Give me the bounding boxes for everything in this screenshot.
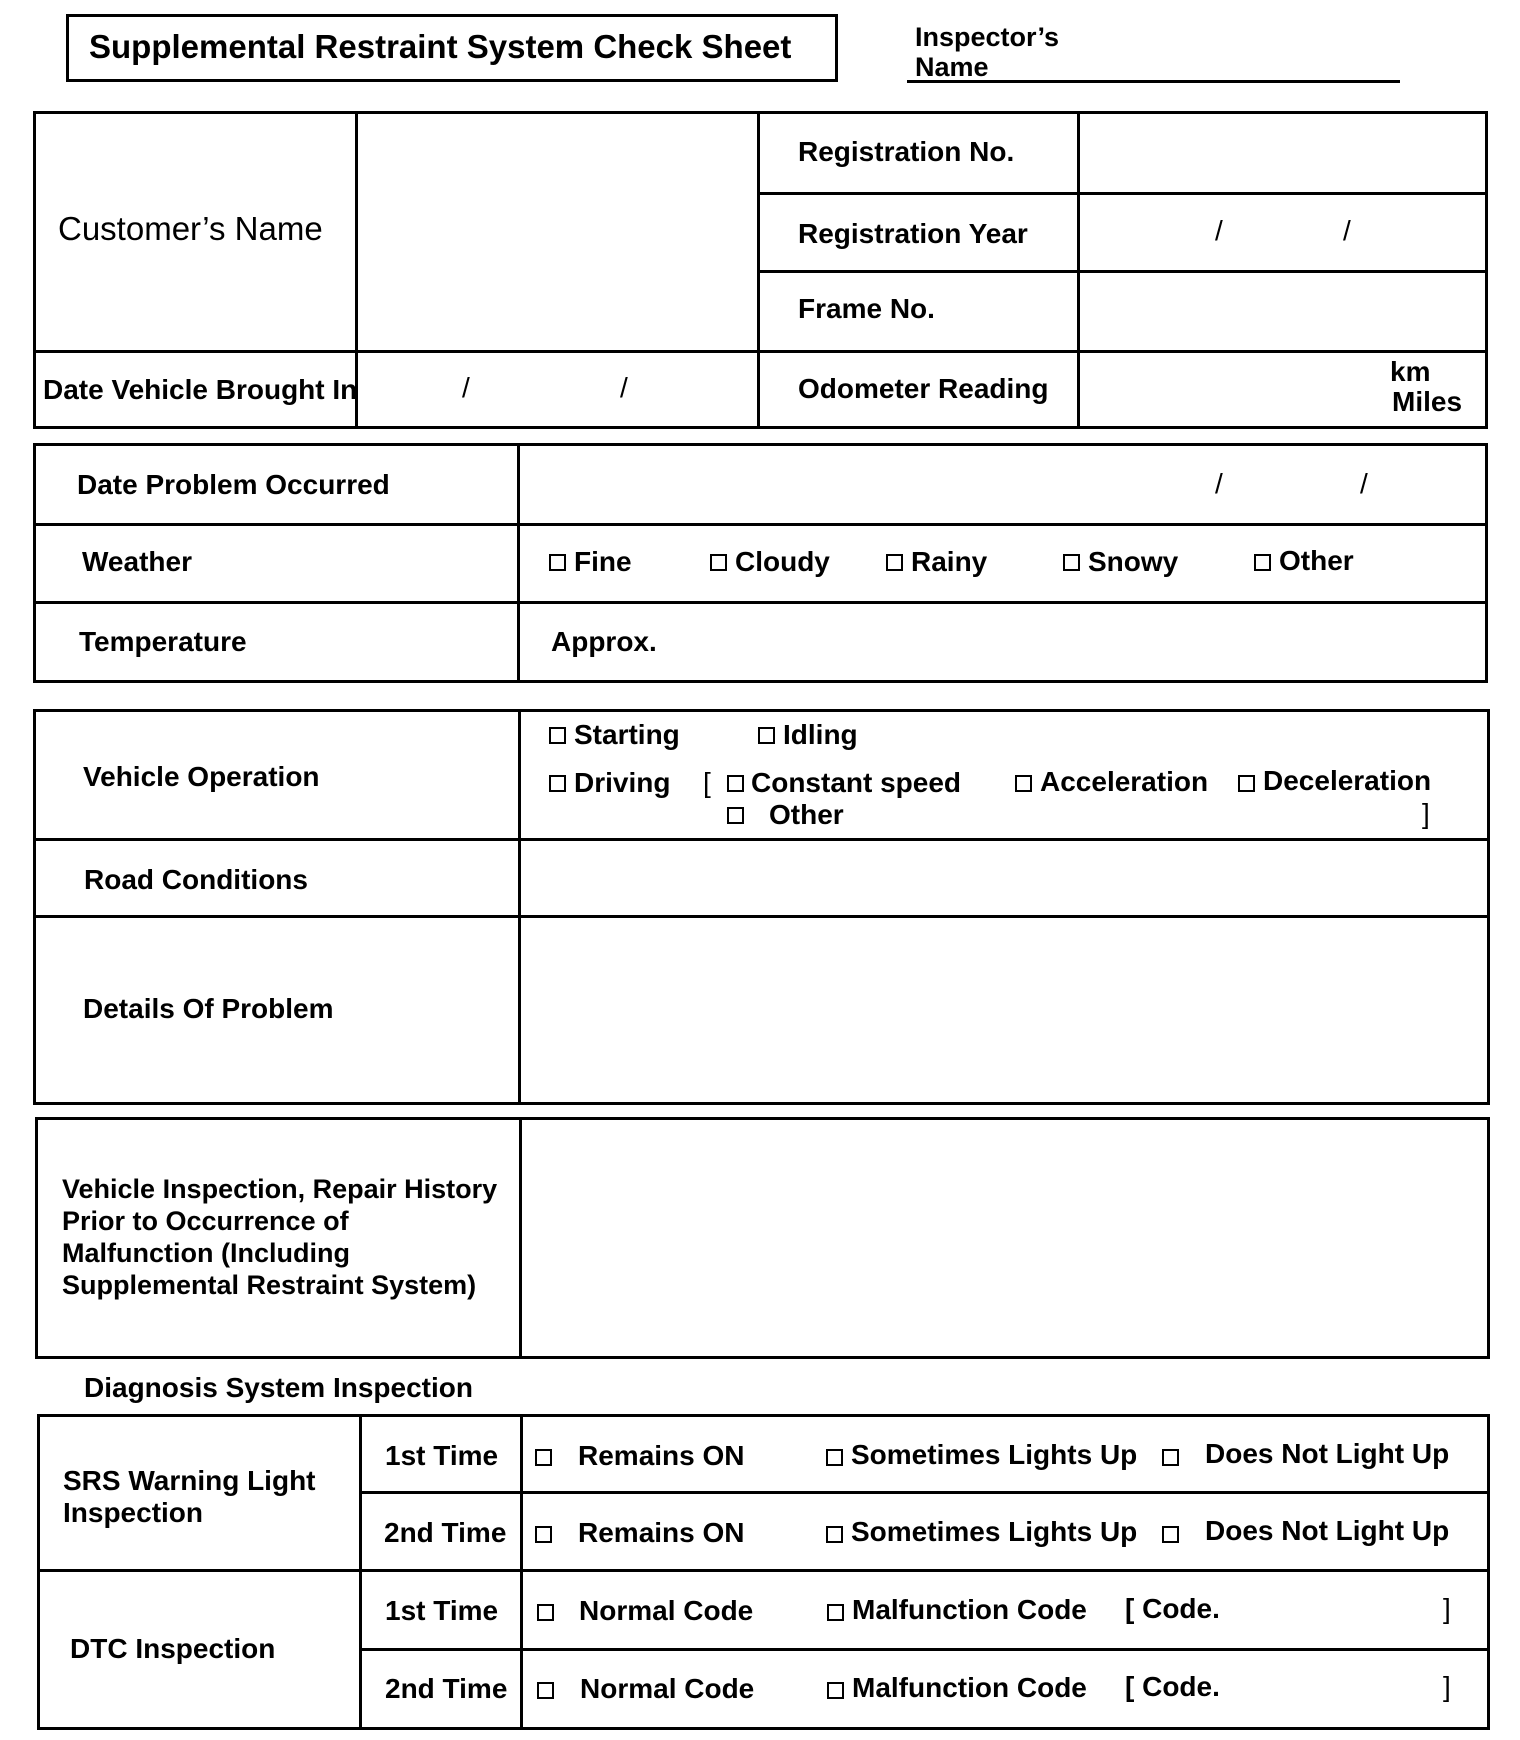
inspector-name-field[interactable] (1000, 40, 1400, 80)
odometer-field[interactable] (1080, 353, 1380, 426)
temperature-label: Temperature (79, 626, 247, 657)
srs-1-remains-on-label: Remains ON (578, 1440, 745, 1471)
dtc-1-code-field[interactable] (1225, 1588, 1440, 1632)
customer-name-label: Customer’s Name (58, 210, 323, 247)
weather-rainy-checkbox[interactable] (886, 554, 903, 571)
dtc-2-normal-code-checkbox[interactable] (537, 1682, 554, 1699)
inspector-label: Inspector’s Name (915, 22, 1060, 82)
srs-2-does-not-label: Does Not Light Up (1205, 1515, 1450, 1546)
starting-label: Starting (574, 719, 680, 750)
road-conditions-field[interactable] (521, 841, 1487, 913)
date-brought-in-label: Date Vehicle Brought In (43, 374, 358, 405)
weather-fine-label: Fine (574, 546, 632, 577)
starting-checkbox[interactable] (549, 727, 566, 744)
driving-label: Driving (574, 767, 671, 798)
dtc-inspection-label: DTC Inspection (70, 1633, 276, 1664)
date-brought-in-slash: / (620, 372, 628, 403)
frame-no-label: Frame No. (798, 293, 935, 324)
date-brought-in-slash: / (462, 372, 470, 403)
inspector-name-line (907, 80, 1400, 83)
srs-2-sometimes-checkbox[interactable] (826, 1526, 843, 1543)
dtc-1-close-bracket: ] (1443, 1593, 1451, 1624)
dtc-2-code-field[interactable] (1225, 1666, 1440, 1710)
km-unit: km (1390, 356, 1431, 387)
srs-first-time-label: 1st Time (385, 1440, 499, 1471)
driving-other-checkbox[interactable] (727, 807, 744, 824)
weather-other-label: Other (1279, 545, 1354, 576)
constant-speed-checkbox[interactable] (727, 775, 744, 792)
dtc-2-close-bracket: ] (1443, 1671, 1451, 1702)
weather-snowy-label: Snowy (1088, 546, 1179, 577)
srs-1-remains-on-checkbox[interactable] (535, 1449, 552, 1466)
vehicle-operation-label: Vehicle Operation (83, 761, 320, 792)
deceleration-checkbox[interactable] (1238, 775, 1255, 792)
deceleration-label: Deceleration (1263, 765, 1432, 796)
customer-name-field[interactable] (358, 114, 755, 348)
history-field[interactable] (522, 1120, 1487, 1356)
dtc-2-malfunction-code-checkbox[interactable] (827, 1682, 844, 1699)
dtc-1-normal-code-label: Normal Code (579, 1595, 754, 1626)
history-label: Vehicle Inspection, Repair History Prior to Occurrence of Malfunction (Including Supplemental Restraint System) (62, 1174, 498, 1300)
srs-1-does-not-label: Does Not Light Up (1205, 1438, 1450, 1469)
weather-fine-checkbox[interactable] (549, 554, 566, 571)
constant-speed-label: Constant speed (751, 767, 962, 798)
srs-1-does-not-checkbox[interactable] (1162, 1449, 1179, 1466)
srs-2-remains-on-label: Remains ON (578, 1517, 745, 1548)
dtc-first-time-label: 1st Time (385, 1595, 499, 1626)
date-occurred-field[interactable] (520, 446, 1485, 521)
dtc-2-code-label: [ Code. (1125, 1671, 1220, 1702)
srs-2-does-not-checkbox[interactable] (1162, 1526, 1179, 1543)
frame-no-field[interactable] (1080, 273, 1485, 348)
dtc-2-malfunction-code-label: Malfunction Code (852, 1672, 1087, 1703)
srs-2-remains-on-checkbox[interactable] (535, 1526, 552, 1543)
dtc-1-normal-code-checkbox[interactable] (537, 1604, 554, 1621)
date-brought-in-field[interactable] (358, 353, 755, 426)
date-occurred-slash: / (1215, 468, 1223, 499)
registration-year-field[interactable] (1080, 195, 1485, 268)
weather-cloudy-label: Cloudy (735, 546, 830, 577)
dtc-second-time-label: 2nd Time (385, 1673, 508, 1704)
acceleration-checkbox[interactable] (1015, 775, 1032, 792)
driving-other-label: Other (769, 799, 844, 830)
srs-1-sometimes-checkbox[interactable] (826, 1449, 843, 1466)
idling-label: Idling (783, 719, 858, 750)
registration-no-label: Registration No. (798, 136, 1015, 167)
weather-label: Weather (82, 546, 192, 577)
details-label: Details Of Problem (83, 993, 334, 1024)
date-occurred-slash: / (1360, 468, 1368, 499)
dtc-1-malfunction-code-label: Malfunction Code (852, 1594, 1087, 1625)
weather-snowy-checkbox[interactable] (1063, 554, 1080, 571)
weather-rainy-label: Rainy (911, 546, 988, 577)
srs-warning-label: SRS Warning Light Inspection (63, 1465, 316, 1528)
miles-unit: Miles (1392, 386, 1463, 417)
date-occurred-label: Date Problem Occurred (77, 469, 390, 500)
srs-1-sometimes-label: Sometimes Lights Up (851, 1439, 1138, 1470)
dtc-1-malfunction-code-checkbox[interactable] (827, 1604, 844, 1621)
idling-checkbox[interactable] (758, 727, 775, 744)
driving-checkbox[interactable] (549, 775, 566, 792)
road-conditions-label: Road Conditions (84, 864, 308, 895)
weather-cloudy-checkbox[interactable] (710, 554, 727, 571)
dtc-2-normal-code-label: Normal Code (580, 1673, 755, 1704)
registration-year-label: Registration Year (798, 218, 1028, 249)
acceleration-label: Acceleration (1040, 766, 1209, 797)
temperature-field[interactable] (670, 604, 1485, 680)
diagnosis-heading: Diagnosis System Inspection (84, 1372, 473, 1403)
weather-other-checkbox[interactable] (1254, 554, 1271, 571)
page-title: Supplemental Restraint System Check Sheet (89, 28, 792, 65)
srs-second-time-label: 2nd Time (384, 1517, 507, 1548)
dtc-1-code-label: [ Code. (1125, 1593, 1220, 1624)
driving-open-bracket: [ (703, 767, 711, 798)
odometer-label: Odometer Reading (798, 373, 1049, 404)
srs-2-sometimes-label: Sometimes Lights Up (851, 1516, 1138, 1547)
registration-year-slash: / (1343, 215, 1351, 246)
approx-label: Approx. (551, 626, 657, 657)
registration-year-slash: / (1215, 215, 1223, 246)
details-field[interactable] (521, 918, 1487, 1102)
driving-close-bracket: ] (1422, 798, 1430, 829)
registration-no-field[interactable] (1080, 114, 1485, 190)
